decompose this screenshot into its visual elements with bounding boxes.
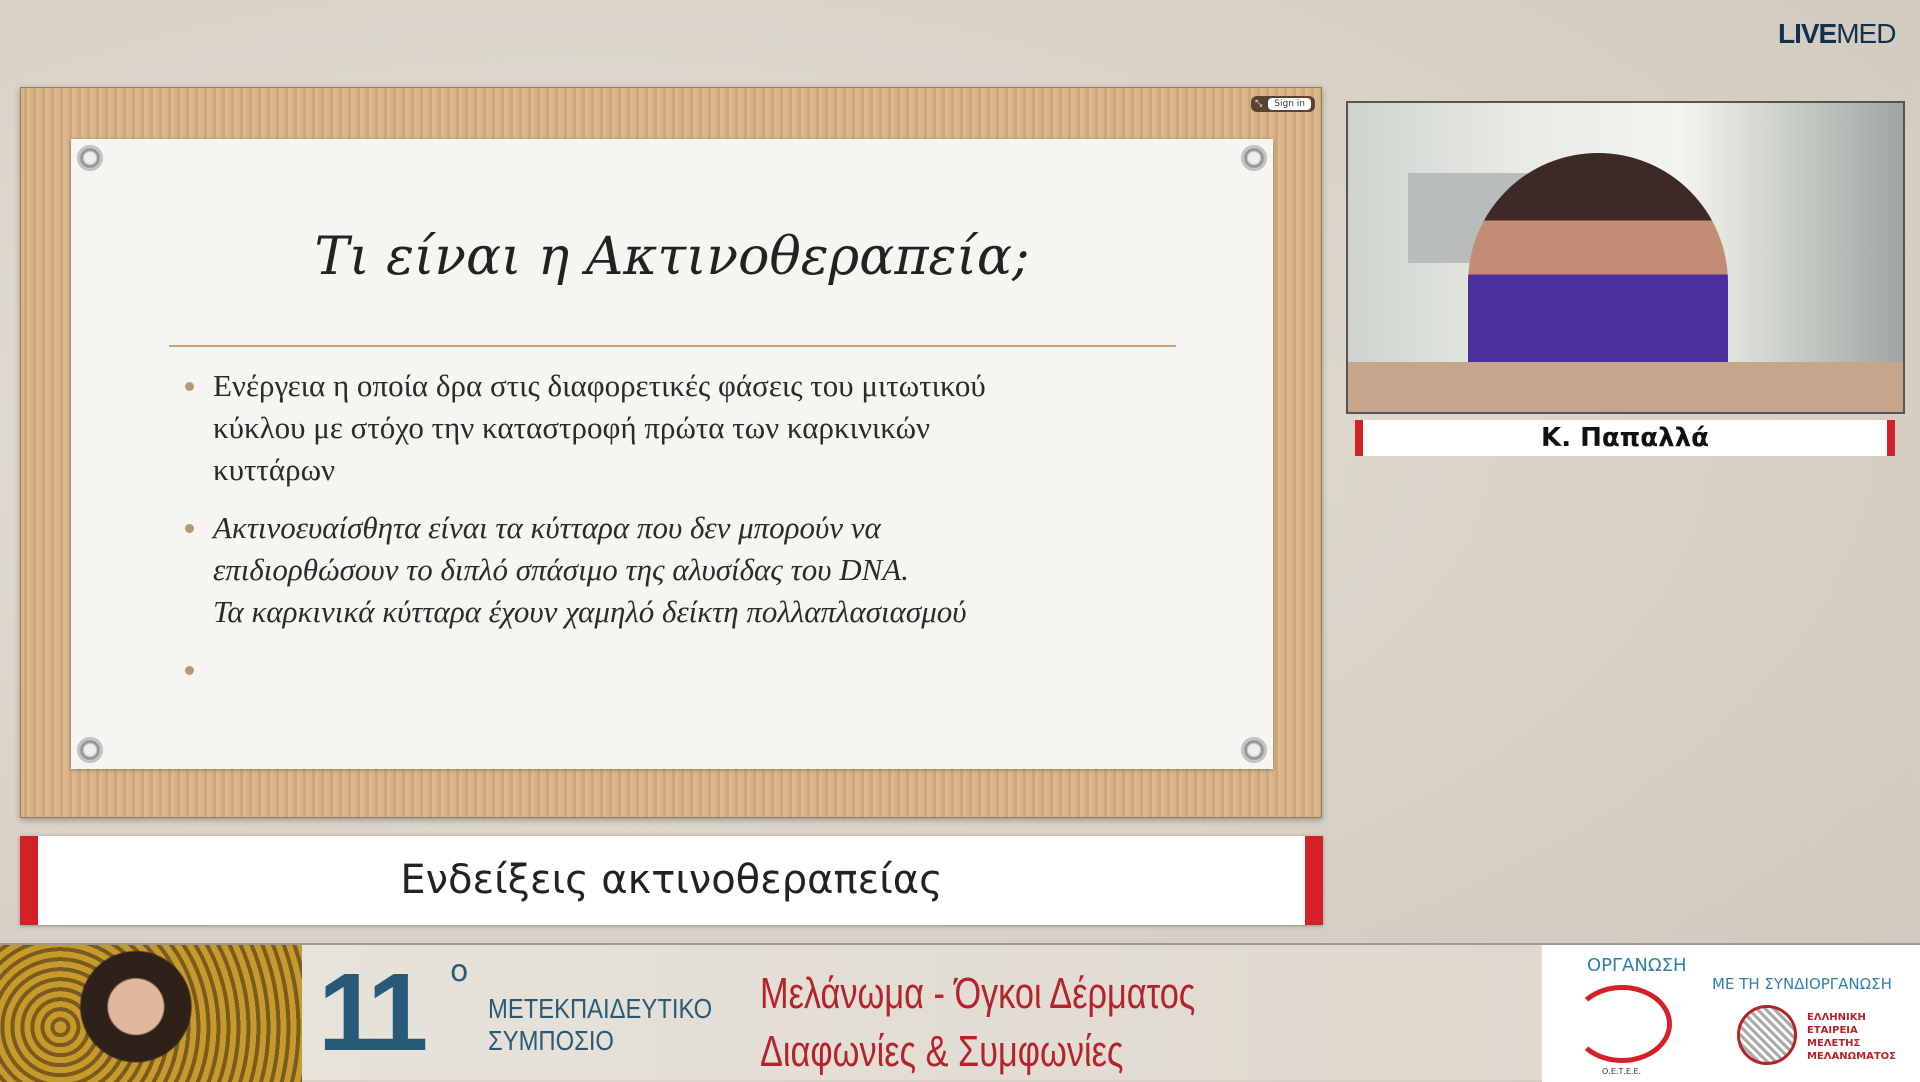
theme-line: Διαφωνίες & Συμφωνίες: [760, 1027, 1124, 1076]
speaker-video: [1346, 101, 1905, 414]
bullet-line: κύκλου με στόχο την καταστροφή πρώτα των καρκινικών: [213, 410, 931, 445]
logo-med: MED: [1836, 18, 1896, 49]
pin-icon: [1241, 145, 1267, 171]
bullet-item-empty: [181, 649, 1241, 691]
pin-icon: [77, 145, 103, 171]
slide-paper: [71, 139, 1273, 769]
speaker-name: Κ. Παπαλλά: [1355, 420, 1895, 456]
pin-icon: [77, 737, 103, 763]
theme-line: Μελάνωμα - Όγκοι Δέρματος: [760, 969, 1196, 1018]
banner-artwork: [0, 945, 302, 1082]
sign-in-button[interactable]: Sign in: [1268, 98, 1311, 110]
event-banner: [0, 943, 1920, 1080]
bullet-line: κυττάρων: [213, 452, 336, 487]
coorganizer-name-line: ΜΕΛΕΤΗΣ: [1807, 1038, 1861, 1049]
coorganizer-logo: [1737, 1005, 1797, 1065]
edition-degree: ο: [450, 954, 469, 989]
logo-live: LIVE: [1778, 18, 1837, 49]
bullet-item: [181, 507, 1241, 633]
organizer-logo: [1572, 985, 1672, 1063]
video-desk: [1348, 362, 1903, 412]
livemed-logo: [1778, 18, 1895, 50]
coorganizer-name-line: ΕΤΑΙΡΕΙΑ: [1807, 1025, 1858, 1036]
bullet-item: [181, 365, 1241, 491]
slide-title: Τι είναι η Ακτινοθεραπεία;: [314, 227, 1030, 287]
coorganizer-name-line: ΕΛΛΗΝΙΚΗ: [1807, 1012, 1866, 1023]
event-type: [488, 993, 712, 1057]
bullet-list: [181, 365, 1241, 707]
bullet-line: Ακτινοευαίσθητα είναι τα κύτταρα που δεν μπορούν να: [213, 510, 881, 545]
title-divider: [169, 345, 1176, 347]
coorganizer-label: ΜΕ ΤΗ ΣΥΝΔΙΟΡΓΑΝΩΣΗ: [1712, 975, 1892, 993]
bullet-line: επιδιορθώσουν το διπλό σπάσιμο της αλυσίδας του DNA.: [213, 552, 909, 587]
event-theme: [760, 965, 1195, 1081]
coorganizer-name-line: ΜΕΛΑΝΩΜΑΤΟΣ: [1807, 1051, 1896, 1062]
organizer-label: ΟΡΓΑΝΩΣΗ: [1587, 955, 1687, 976]
bullet-line: Τα καρκινικά κύτταρα έχουν χαμηλό δείκτη πολλαπλασιασμού: [213, 594, 967, 629]
bullet-line: Ενέργεια η οποία δρα στις διαφορετικές φάσεις του μιτωτικού: [213, 368, 986, 403]
section-caption: Ενδείξεις ακτινοθεραπείας: [20, 836, 1323, 925]
event-type-line: ΜΕΤΕΚΠΑΙΔΕΥΤΙΚΟ: [488, 993, 713, 1024]
event-type-line: ΣΥΜΠΟΣΙΟ: [488, 1025, 614, 1056]
organizer-logo-text: Ο.Ε.Τ.Ε.Ε.: [1602, 1067, 1642, 1076]
slide-toolbar: [1251, 96, 1315, 112]
sponsor-logos: [1542, 945, 1920, 1082]
collapse-icon[interactable]: ⤡: [1255, 99, 1263, 109]
edition-number: 11: [318, 951, 423, 1074]
pin-icon: [1241, 737, 1267, 763]
slide-frame: [20, 87, 1322, 818]
coorganizer-name: [1807, 1011, 1896, 1063]
